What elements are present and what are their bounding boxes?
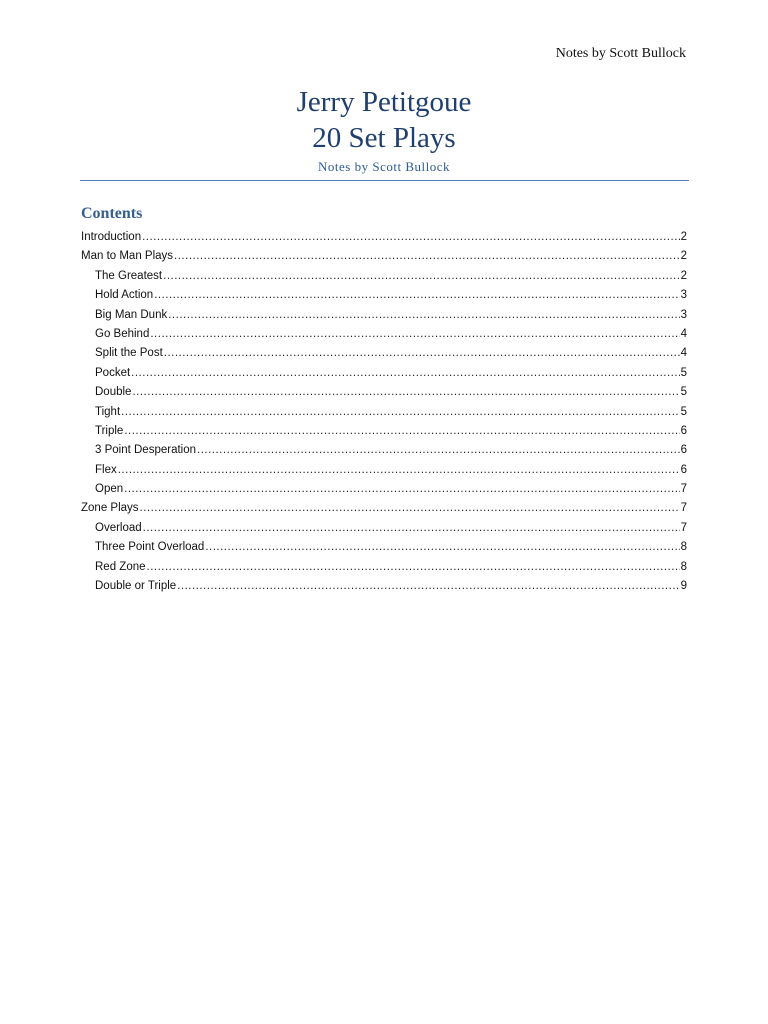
toc-dot-leader xyxy=(131,364,679,383)
toc-entry[interactable] xyxy=(81,383,687,402)
toc-entry[interactable] xyxy=(81,461,687,480)
toc-entry-label: Tight xyxy=(95,405,121,418)
toc-dot-leader xyxy=(147,558,680,577)
toc-entry[interactable] xyxy=(81,441,687,460)
toc-entry-label: Big Man Dunk xyxy=(95,308,168,321)
document-subtitle-main: 20 Set Plays xyxy=(312,122,456,154)
toc-entry-label: Go Behind xyxy=(95,327,150,340)
toc-entry[interactable] xyxy=(81,499,687,518)
document-author-note: Notes by Scott Bullock xyxy=(318,159,450,174)
toc-entry[interactable] xyxy=(81,325,687,344)
toc-dot-leader xyxy=(150,325,679,344)
toc-entry-page: 3 xyxy=(680,289,687,302)
toc-entry-page: 9 xyxy=(680,580,687,593)
toc-entry-label: Introduction xyxy=(81,231,142,243)
toc-entry-page: 4 xyxy=(680,327,687,340)
toc-entry-label: Split the Post xyxy=(95,347,163,360)
toc-dot-leader xyxy=(177,577,679,596)
toc-entry-page: 2 xyxy=(680,250,687,263)
title-block xyxy=(0,84,768,176)
toc-dot-leader xyxy=(143,519,680,538)
toc-dot-leader xyxy=(197,441,680,460)
toc-entry-label: Open xyxy=(95,483,124,496)
toc-entry-label: Double xyxy=(95,386,132,399)
toc-entry[interactable] xyxy=(81,364,687,383)
toc-dot-leader xyxy=(164,344,680,363)
toc-entry-label: Three Point Overload xyxy=(95,541,205,554)
toc-entry-page: 4 xyxy=(680,347,687,360)
document-title: Jerry Petitgoue xyxy=(296,86,472,118)
toc-entry-page: 7 xyxy=(680,502,687,515)
toc-entry-label: Double or Triple xyxy=(95,580,177,593)
toc-entry-label: Overload xyxy=(95,521,142,534)
toc-entry-page: 7 xyxy=(680,521,687,534)
toc-entry[interactable] xyxy=(81,403,687,422)
toc-dot-leader xyxy=(205,538,679,557)
toc-dot-leader xyxy=(163,267,679,286)
toc-entry-label: The Greatest xyxy=(95,269,163,282)
toc-entry[interactable] xyxy=(81,306,687,325)
toc-entry-label: Zone Plays xyxy=(81,502,139,515)
table-of-contents xyxy=(81,228,687,596)
toc-dot-leader xyxy=(118,461,680,480)
toc-dot-leader xyxy=(142,228,679,247)
toc-dot-leader xyxy=(121,403,679,422)
toc-dot-leader xyxy=(168,306,679,325)
toc-entry[interactable] xyxy=(81,422,687,441)
toc-entry[interactable] xyxy=(81,577,687,596)
toc-entry-label: Man to Man Plays xyxy=(81,250,174,263)
toc-entry[interactable] xyxy=(81,286,687,305)
toc-entry[interactable] xyxy=(81,247,687,266)
toc-entry-label: 3 Point Desperation xyxy=(95,444,197,457)
toc-entry-page: 5 xyxy=(680,405,687,418)
toc-entry[interactable] xyxy=(81,558,687,577)
toc-entry-page: 8 xyxy=(680,560,687,573)
toc-entry-page: 6 xyxy=(680,424,687,437)
toc-entry[interactable] xyxy=(81,519,687,538)
toc-dot-leader xyxy=(154,286,679,305)
toc-entry-page: 5 xyxy=(680,366,687,379)
toc-entry[interactable] xyxy=(81,538,687,557)
toc-entry-page: 7 xyxy=(680,483,687,496)
toc-entry[interactable] xyxy=(81,344,687,363)
toc-entry[interactable] xyxy=(81,228,687,247)
toc-entry-page: 8 xyxy=(680,541,687,554)
toc-entry[interactable] xyxy=(81,480,687,499)
toc-entry-label: Pocket xyxy=(95,366,131,379)
toc-entry-label: Flex xyxy=(95,463,117,476)
toc-entry-page: 6 xyxy=(680,463,687,476)
title-divider xyxy=(80,180,689,181)
toc-entry-page: 2 xyxy=(680,231,687,243)
toc-entry-page: 5 xyxy=(680,386,687,399)
toc-dot-leader xyxy=(124,422,679,441)
toc-entry-page: 2 xyxy=(680,269,687,282)
toc-dot-leader xyxy=(124,480,679,499)
toc-dot-leader xyxy=(174,247,680,266)
toc-dot-leader xyxy=(132,383,679,402)
toc-entry-page: 3 xyxy=(680,308,687,321)
header-note: Notes by Scott Bullock xyxy=(555,46,686,61)
toc-entry-page: 6 xyxy=(680,444,687,457)
contents-heading: Contents xyxy=(81,205,143,222)
toc-entry-label: Triple xyxy=(95,424,124,437)
toc-entry-label: Red Zone xyxy=(95,560,146,573)
toc-entry[interactable] xyxy=(81,267,687,286)
toc-entry-label: Hold Action xyxy=(95,289,154,302)
toc-dot-leader xyxy=(140,499,680,518)
